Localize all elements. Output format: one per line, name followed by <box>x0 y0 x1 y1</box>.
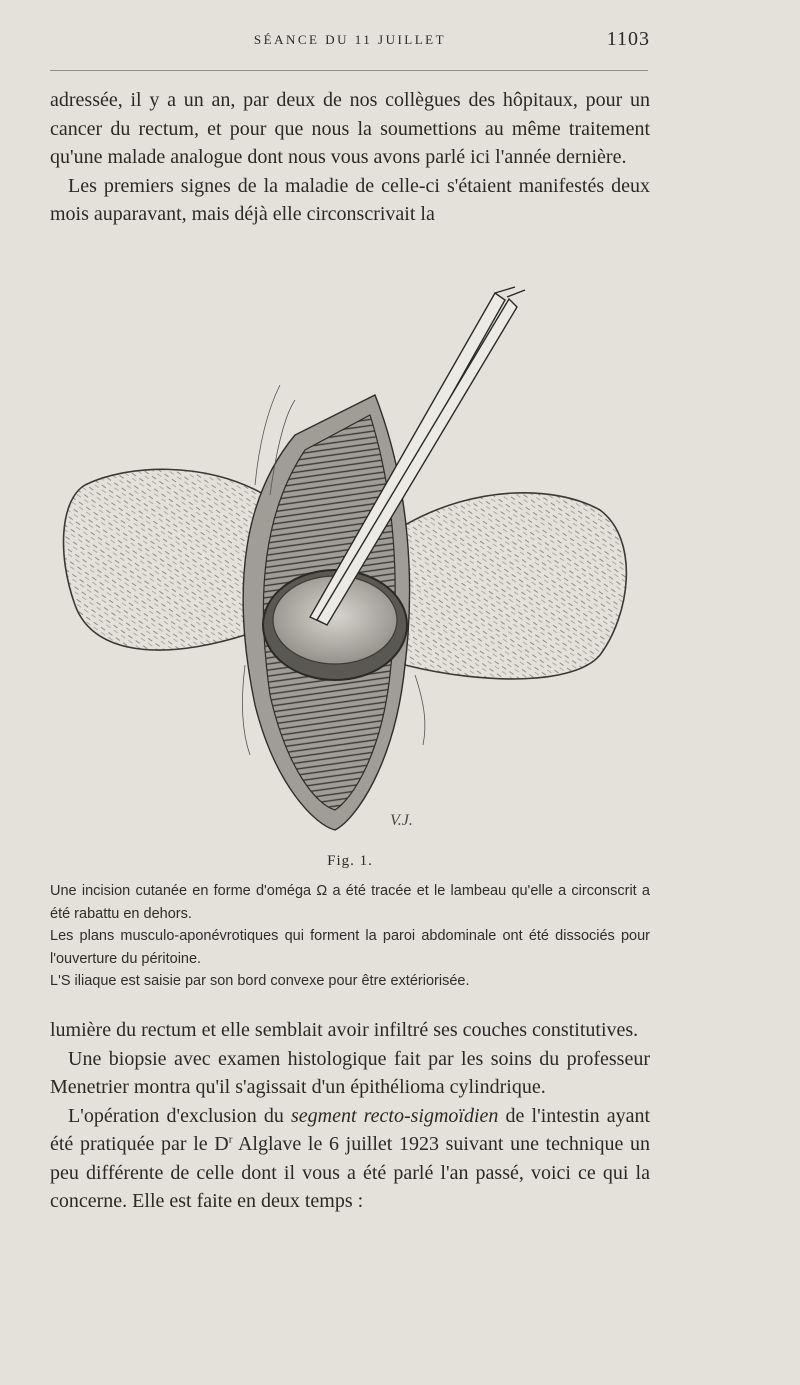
paragraph <box>50 1102 650 1216</box>
text-run: L'opération d'exclusion du <box>68 1104 291 1127</box>
text-block-top <box>50 86 650 229</box>
surgical-illustration <box>55 285 635 840</box>
paragraph-continued: adressée, il y a un an, par deux de nos collègues des hôpitaux, pour un cancer du rectum, et pour que nous la soumettions au même traitement qu'une malade analogue dont nous vous avons parlé ici l'année dernière. <box>50 89 650 168</box>
text-block-bottom <box>50 1016 650 1216</box>
text-run: Alglave le 6 juillet 1923 suivant une technique un peu différente de celle dont il vous a été parlé l'an passé, voici ce qui la concerne. Elle est faite en deux temps : <box>50 1133 650 1212</box>
caption-line: Les plans musculo-aponévrotiques qui forment la paroi abdominale ont été dissociés pour l'ouverture du péritoine. <box>50 928 650 967</box>
artist-signature: V.J. <box>390 812 413 829</box>
figure-caption <box>50 880 650 993</box>
caption-line: Une incision cutanée en forme d'oméga Ω a été tracée et le lambeau qu'elle a circonscrit a été rabattu en dehors. <box>50 883 650 922</box>
running-header <box>50 28 650 54</box>
paragraph: Les premiers signes de la maladie de celle-ci s'étaient manifestés deux mois auparavant, mais déjà elle circonscrivait la <box>50 174 650 225</box>
superscript: r <box>228 1133 233 1146</box>
running-title: SÉANCE DU 11 JUILLET <box>253 32 447 47</box>
caption-line: L'S iliaque est saisie par son bord convexe pour être extériorisée. <box>50 973 470 989</box>
italic-term: segment recto-sigmoïdien <box>290 1104 499 1127</box>
paragraph: Une biopsie avec examen histologique fait par les soins du professeur Menetrier montra qu'il s'agissait d'un épithélioma cylindrique. <box>50 1047 650 1098</box>
text-run: de l'intestin ayant été pratiquée par le D <box>50 1104 651 1155</box>
figure-label: Fig. 1. <box>327 853 373 869</box>
right-skin-flap <box>405 493 626 679</box>
header-rule <box>50 70 648 71</box>
left-skin-flap <box>64 469 265 650</box>
page-number: 1103 <box>606 28 650 50</box>
paragraph-continued: lumière du rectum et elle semblait avoir infiltré ses couches constitutives. <box>50 1019 639 1041</box>
